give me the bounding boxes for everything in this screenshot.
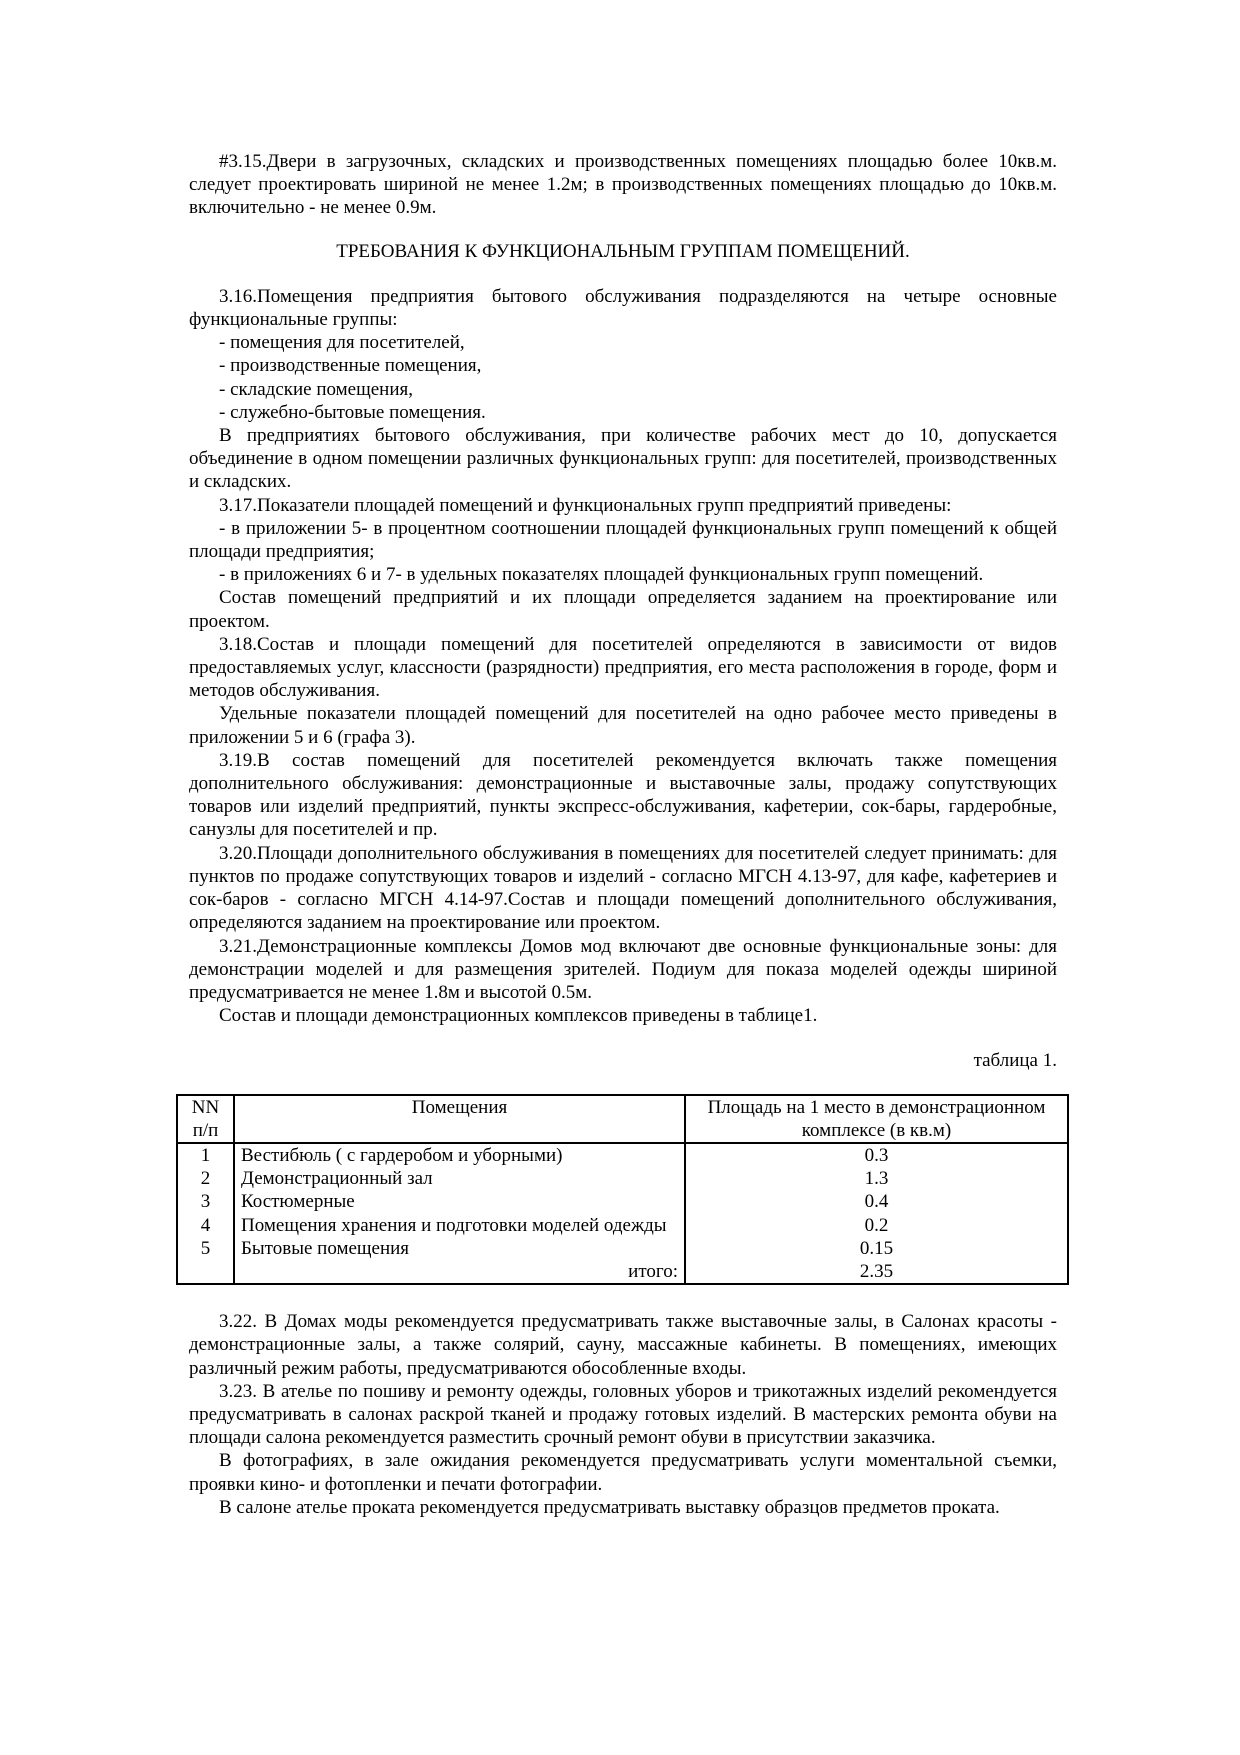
paragraph: Состав и площади демонстрационных комплексов приведены в таблице1. <box>219 1005 818 1027</box>
row-name: Помещения хранения и подготовки моделей одежды <box>234 1214 685 1237</box>
row-number: 3 <box>177 1190 234 1213</box>
table-row <box>177 1167 1068 1190</box>
row-name: Костюмерные <box>234 1190 685 1213</box>
paragraph: #3.15.Двери в загрузочных, складских и производственных помещениях площадью более 10кв.м. следует проектировать шириной не менее 1.2м; в производственных помещениях площадью до 10кв.м. включительно - не менее 0.9м. <box>189 151 1057 219</box>
row-name: Демонстрационный зал <box>234 1167 685 1190</box>
paragraph: 3.21.Демонстрационные комплексы Домов мод включают две основные функциональные зоны: для демонстрации моделей и для размещения зрителей. Подиум для показа моделей одежды шириной предусматривается не менее 1.8м и высотой 0.5м. <box>189 935 1057 1003</box>
row-number: 2 <box>177 1167 234 1190</box>
row-area: 0.4 <box>685 1190 1068 1213</box>
table-row <box>177 1214 1068 1237</box>
row-area: 0.2 <box>685 1214 1068 1237</box>
row-area: 0.3 <box>685 1143 1068 1167</box>
paragraph: В фотографиях, в зале ожидания рекомендуется предусматривать услуги моментальной съемки, проявки кино- и фотопленки и печати фотографии. <box>189 1450 1057 1495</box>
table-caption: таблица 1. <box>973 1050 1057 1072</box>
list-item: - складские помещения, <box>219 378 413 400</box>
table-total-row <box>177 1260 1068 1284</box>
paragraph: 3.16.Помещения предприятия бытового обслуживания подразделяются на четыре основные функциональные группы: <box>189 285 1057 331</box>
paragraph: В салоне ателье проката рекомендуется предусматривать выставку образцов предметов проката. <box>219 1496 1000 1518</box>
paragraph: 3.17.Показатели площадей помещений и функциональных групп предприятий приведены: <box>219 494 952 516</box>
paragraph: 3.23. В ателье по пошиву и ремонту одежды, головных уборов и трикотажных изделий рекомендуется предусматривать в салонах раскрой тканей и продажу готовых изделий. В мастерских ремонта обуви на площади салона рекомендуется разместить срочный ремонт обуви в присутствии заказчика. <box>189 1380 1057 1449</box>
total-label: итого: <box>234 1260 685 1284</box>
table-row <box>177 1190 1068 1213</box>
list-item: - помещения для посетителей, <box>219 332 465 354</box>
row-number: 1 <box>177 1143 234 1167</box>
row-area: 1.3 <box>685 1167 1068 1190</box>
list-item: - в приложениях 6 и 7- в удельных показателях площадей функциональных групп помещений. <box>219 564 984 586</box>
header-area: Площадь на 1 место в демонстрационном комплексе (в кв.м) <box>685 1095 1068 1143</box>
paragraph: В предприятиях бытового обслуживания, при количестве рабочих мест до 10, допускается объединение в одном помещении различных функциональных групп: для посетителей, производственных и складских. <box>189 425 1057 493</box>
paragraph: Состав помещений предприятий и их площади определяется заданием на проектирование или проектом. <box>189 587 1057 632</box>
row-name: Бытовые помещения <box>234 1237 685 1260</box>
list-item: - в приложении 5- в процентном соотношении площадей функциональных групп помещений к общей площади предприятия; <box>189 517 1057 563</box>
total-value: 2.35 <box>685 1260 1068 1284</box>
list-item: - производственные помещения, <box>219 355 482 377</box>
header-rooms: Помещения <box>234 1095 685 1143</box>
paragraph: 3.22. В Домах моды рекомендуется предусматривать также выставочные залы, в Салонах красоты - демонстрационные залы, а также солярий, сауну, массажные кабинеты. В помещениях, имеющих различный режим работы, предусматриваются обособленные входы. <box>189 1311 1057 1379</box>
row-number: 4 <box>177 1214 234 1237</box>
section-heading: ТРЕБОВАНИЯ К ФУНКЦИОНАЛЬНЫМ ГРУППАМ ПОМЕЩЕНИЙ. <box>336 240 910 262</box>
table-header-row <box>177 1095 1068 1143</box>
row-area: 0.15 <box>685 1237 1068 1260</box>
paragraph: 3.20.Площади дополнительного обслуживания в помещениях для посетителей следует принимать: для пунктов по продаже сопутствующих товаров и изделий - согласно МГСН 4.13-97, для кафе, кафетериев и сок-баров - согласно МГСН 4.14-97.Состав и площади помещений дополнительного обслуживания, определяются заданием на проектирование или проектом. <box>189 842 1057 934</box>
paragraph: 3.18.Состав и площади помещений для посетителей определяются в зависимости от видов предоставляемых услуг, классности (разрядности) предприятия, его места расположения в городе, форм и методов обслуживания. <box>189 633 1057 702</box>
row-number: 5 <box>177 1237 234 1260</box>
total-number-cell <box>177 1260 234 1284</box>
paragraph: 3.19.В состав помещений для посетителей рекомендуется включать также помещения дополнительного обслуживания: демонстрационные и выставочные залы, продажу сопутствующих товаров или изделий предприятий, пункты экспресс-обслуживания, кафетерии, сок-бары, гардеробные, санузлы для посетителей и пр. <box>189 749 1057 841</box>
header-number: NN п/п <box>177 1095 234 1143</box>
paragraph: Удельные показатели площадей помещений для посетителей на одно рабочее место приведены в приложении 5 и 6 (графа 3). <box>189 703 1057 748</box>
row-name: Вестибюль ( с гардеробом и уборными) <box>234 1143 685 1167</box>
table-row <box>177 1237 1068 1260</box>
document-body <box>189 150 1057 1519</box>
list-item: - служебно-бытовые помещения. <box>219 401 486 423</box>
table-1 <box>176 1094 1069 1286</box>
table-row <box>177 1143 1068 1167</box>
